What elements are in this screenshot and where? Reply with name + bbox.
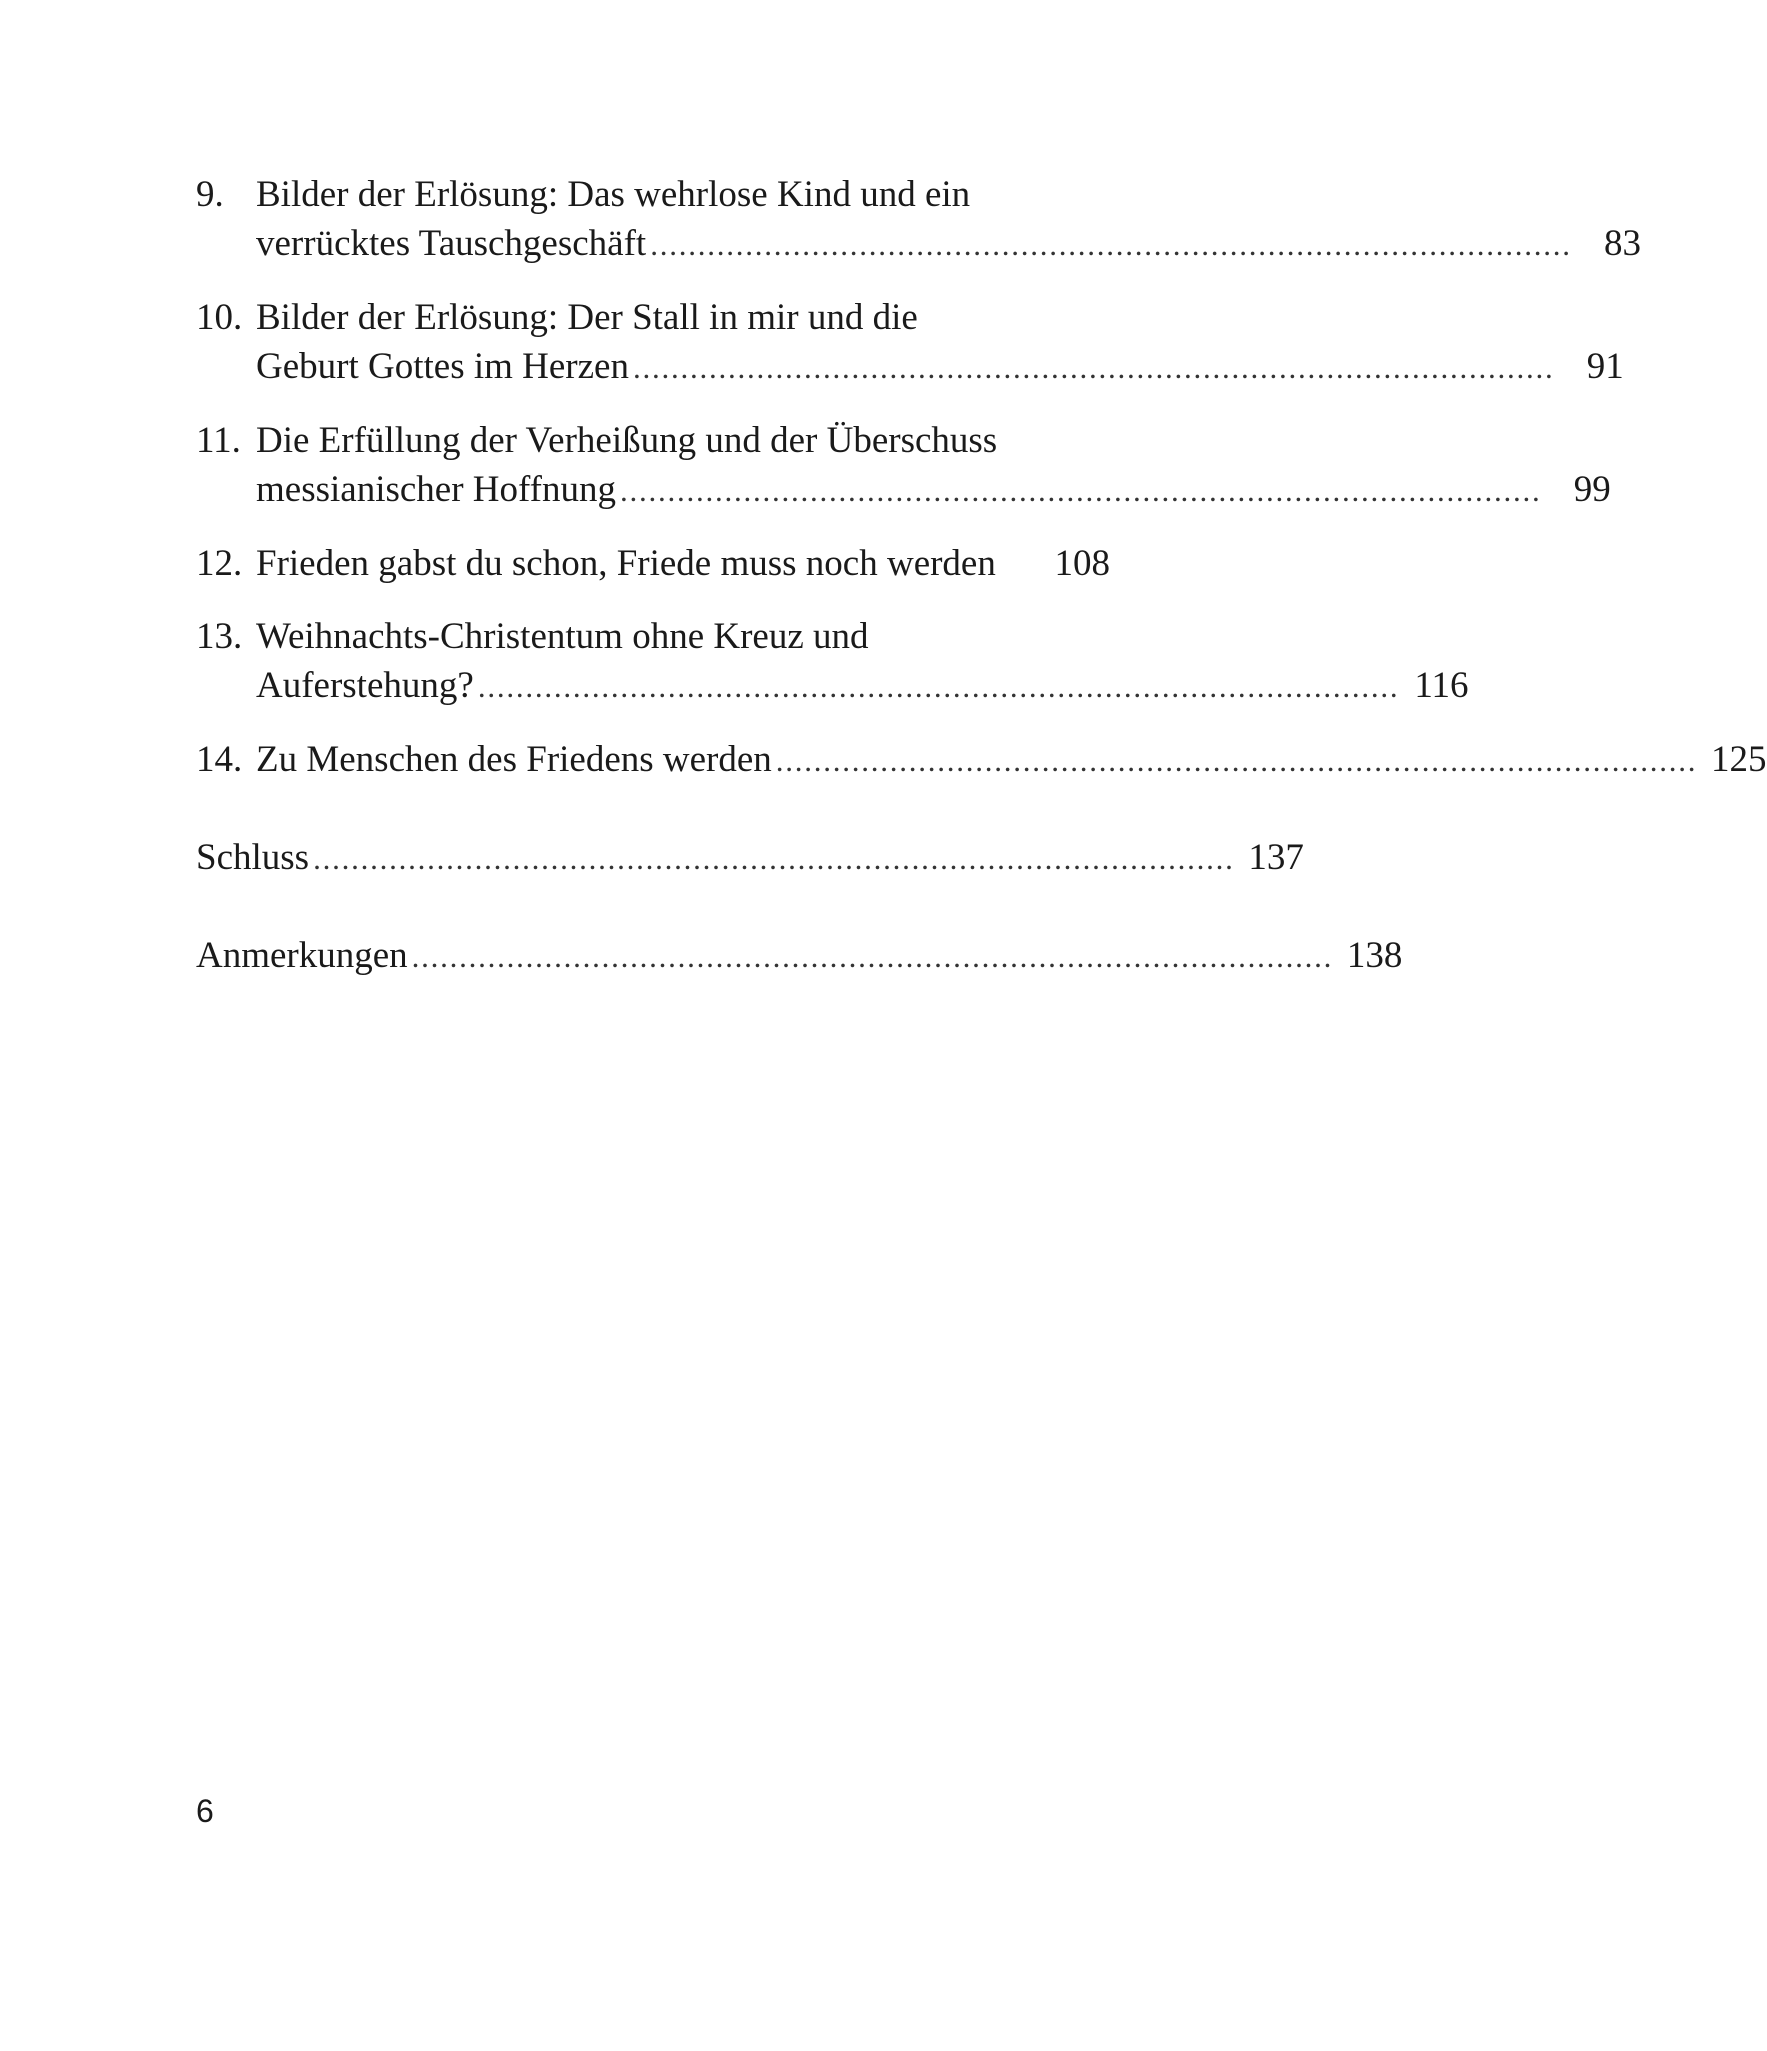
page-folio: 6	[196, 1793, 214, 1829]
dot-leader	[776, 736, 1693, 785]
chapter-title-line: verrücktes Tauschgeschäft	[256, 223, 647, 264]
page-number: 116	[1414, 665, 1469, 706]
chapter-title-line: Die Erfüllung der Verheißung und der Überschuss	[256, 420, 998, 461]
page-number: 99	[1573, 469, 1611, 510]
chapter-title-line: Frieden gabst du schon, Friede muss noch werden	[256, 543, 996, 584]
page-number: 137	[1248, 837, 1304, 878]
toc-entry-9[interactable]	[196, 170, 1641, 269]
dot-leader	[620, 466, 1537, 515]
dot-leader	[650, 220, 1567, 269]
chapter-number: 13.	[196, 616, 243, 657]
toc-entry-12[interactable]	[196, 539, 1110, 588]
chapter-title-line: Weihnachts-Christentum ohne Kreuz und	[256, 616, 869, 657]
chapter-title-line: Zu Menschen des Friedens werden	[256, 739, 772, 780]
toc-entry-13[interactable]	[196, 612, 1469, 711]
dot-leader	[412, 932, 1329, 981]
chapter-title-line: Geburt Gottes im Herzen	[256, 346, 629, 387]
chapter-title-line: Auferstehung?	[256, 665, 474, 706]
chapter-number: 10.	[196, 297, 243, 338]
page-number: 138	[1346, 935, 1403, 976]
dot-leader	[633, 343, 1550, 392]
toc-entry-14[interactable]	[196, 735, 1767, 785]
table-of-contents	[196, 170, 1767, 981]
chapter-title-line: Bilder der Erlösung: Der Stall in mir und die	[256, 297, 918, 338]
chapter-title-line: Bilder der Erlösung: Das wehrlose Kind und ein	[256, 174, 971, 215]
chapter-number: 11.	[196, 420, 241, 461]
chapter-number: 9.	[196, 174, 224, 215]
section-title: Anmerkungen	[196, 935, 408, 976]
page-number: 91	[1586, 346, 1624, 387]
chapter-number: 12.	[196, 543, 243, 584]
page-number: 108	[1054, 543, 1110, 584]
page-number: 83	[1603, 223, 1641, 264]
toc-entry-schluss[interactable]	[196, 833, 1304, 883]
toc-entry-11[interactable]	[196, 416, 1611, 515]
toc-entry-anmerkungen[interactable]	[196, 931, 1403, 981]
section-title: Schluss	[196, 837, 310, 878]
toc-entry-10[interactable]	[196, 293, 1624, 392]
chapter-title-line: messianischer Hoffnung	[256, 469, 616, 510]
page-number: 125	[1711, 739, 1767, 780]
chapter-number: 14.	[196, 739, 243, 780]
dot-leader	[478, 662, 1395, 711]
dot-leader	[313, 834, 1230, 883]
